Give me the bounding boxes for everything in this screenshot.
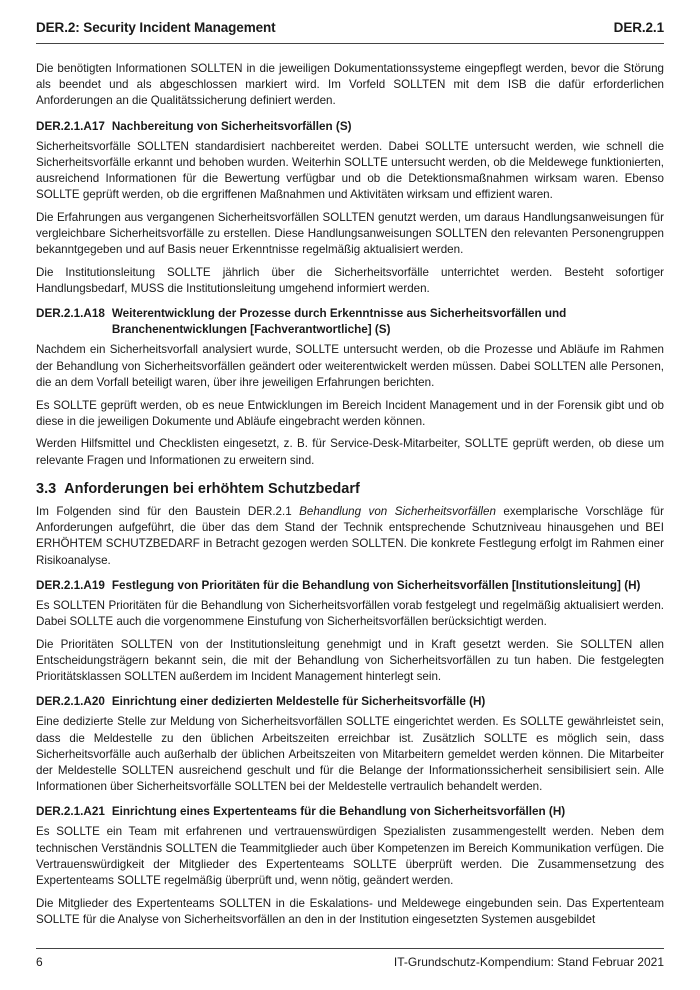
requirement-title: Weiterentwicklung der Prozesse durch Erkenntnisse aus Sicherheitsvorfällen und Branchenentwicklungen [Fachverantwortliche] (S) — [111, 307, 567, 337]
header-title: DER.2: Security Incident Management — [36, 20, 276, 35]
a18-paragraph-3: Werden Hilfsmittel und Checklisten eingesetzt, z. B. für Service-Desk-Mitarbeiter, SOLLTE geprüft werden, ob diese um relevante Fragen und Informationen zu erweitern sind. — [36, 437, 664, 467]
requirement-heading-a20 — [36, 694, 664, 710]
header-code: DER.2.1 — [613, 20, 664, 35]
requirement-number: DER.2.1.A17 — [36, 119, 105, 133]
page-header — [36, 20, 664, 35]
a20-paragraph-1: Eine dedizierte Stelle zur Meldung von Sicherheitsvorfällen SOLLTE eingerichtet werden. Es SOLLTE gewährleistet sein, dass die Meldestelle zu den üblichen Arbeitszeiten erreichbar ist. Zusätzlich SOLLTE es möglich sein, dass Sicherheitsvorfälle auch außerhalb der üblichen Arbeitszeiten von Mitarbeitern gemeldet werden können. Die Mitarbeiter der Meldestelle SOLLTEN ausreichend geschult und für die Belange der Informationssicherheit sensibilisiert sein. Alle Informationen über Sicherheitsvorfälle SOLLTEN bei der Meldestelle vertraulich behandelt werden. — [36, 715, 664, 794]
requirement-title: Einrichtung einer dedizierten Meldestelle für Sicherheitsvorfälle (H) — [111, 695, 486, 709]
requirement-heading-a19 — [36, 578, 664, 594]
footer-rule — [36, 948, 664, 949]
a17-paragraph-2: Die Erfahrungen aus vergangenen Sicherheitsvorfällen SOLLTEN genutzt werden, um daraus Handlungsanweisungen für vergleichbare Sicherheitsvorfälle zu erstellen. Diese Handlungsanweisungen SOLLTEN den relevanten Personengruppen bekanntgegeben und auf Basis neuer Erkenntnisse regelmäßig aktualisiert werden. — [36, 210, 664, 257]
a18-paragraph-1: Nachdem ein Sicherheitsvorfall analysiert wurde, SOLLTE untersucht werden, ob die Prozesse und Abläufe im Rahmen der Behandlung von Sicherheitsvorfällen geändert oder weiterentwickelt werden müssen. Dabei SOLLTEN alle Personen, die an dem Vorfall beteiligt waren, über ihre jeweiligen Erfahrungen berichten. — [36, 343, 664, 389]
a21-paragraph-2: Die Mitglieder des Expertenteams SOLLTEN in die Eskalations- und Meldewege eingebunden sein. Das Expertenteam SOLLTE für die Analyse von Sicherheitsvorfällen an den in der Institution eingesetzten Systemen ausgebildet — [36, 896, 664, 926]
section-3-3-paragraph — [36, 504, 664, 569]
page-number: 6 — [36, 955, 43, 969]
requirement-title: Nachbereitung von Sicherheitsvorfällen (S) — [111, 119, 352, 133]
a17-paragraph-3: Die Institutionsleitung SOLLTE jährlich über die Sicherheitsvorfälle unterrichtet werden. Besteht sofortiger Handlungsbedarf, MUSS die Institutionsleitung umgehend informiert werden. — [36, 266, 664, 296]
section-text-pre: Im Folgenden sind für den Baustein DER.2.1 — [36, 505, 300, 519]
requirement-number: DER.2.1.A20 — [36, 695, 105, 709]
header-rule — [36, 43, 664, 44]
a17-paragraph-1: Sicherheitsvorfälle SOLLTEN standardisiert nachbereitet werden. Dabei SOLLTE untersucht werden, wie schnell die Sicherheitsvorfälle erkannt und behoben wurden. Weiterhin SOLLTE untersucht werden, ob die Meldewege funktionierten, ausreichend Informationen für die Bewertung verfügbar und ob die Detektionsmaßnahmen wirksam waren. Ebenso SOLLTE geprüft werden, ob die ergriffenen Maßnahmen und Aktivitäten wirksam und effizient waren. — [36, 139, 664, 202]
requirement-heading-a17 — [36, 119, 664, 135]
a18-paragraph-2: Es SOLLTE geprüft werden, ob es neue Entwicklungen im Bereich Incident Management und in der Forensik gibt und ob diese in die jeweiligen Dokumente und Abläufe eingebracht werden können. — [36, 398, 664, 428]
section-number: 3.3 — [36, 480, 57, 497]
footer-source: IT-Grundschutz-Kompendium: Stand Februar 2021 — [393, 955, 664, 969]
document-body — [36, 61, 664, 935]
section-text-post: exemplarische Vorschläge für Anforderungen aufgeführt, die über das dem Stand der Technik entsprechende Schutzniveau hinausgehen und BEI ERHÖHTEM SCHUTZBEDARF in Betracht gezogen werden SOLLTEN. Die konkrete Festlegung erfolgt im Rahmen einer Risikoanalyse. — [36, 505, 664, 567]
module-title-italic: Behandlung von Sicherheitsvorfällen — [299, 505, 496, 519]
a21-paragraph-1: Es SOLLTE ein Team mit erfahrenen und vertrauenswürdigen Spezialisten zusammengestellt werden. Neben dem technischen Verständnis SOLLTEN die Teammitglieder auch über Kompetenzen im Bereich Kommunikation verfügen. Die Vertrauenswürdigkeit der Mitglieder des Expertenteams SOLLTE überprüft werden. Die Zusammensetzung des Expertenteams SOLLTE regelmäßig überprüft und, wenn nötig, geändert werden. — [36, 825, 664, 888]
page-footer — [36, 955, 664, 969]
intro-paragraph: Die benötigten Informationen SOLLTEN in die jeweiligen Dokumentationssysteme eingepflegt werden, bevor die Störung als beendet und als abgeschlossen markiert wird. Im Vorfeld SOLLTEN mit dem ISB die dafür erforderlichen Anforderungen an die Qualitätssicherung definiert werden. — [36, 62, 664, 108]
section-title: Anforderungen bei erhöhtem Schutzbedarf — [64, 480, 360, 497]
requirement-heading-a21 — [36, 804, 664, 820]
requirement-number: DER.2.1.A19 — [36, 578, 105, 592]
requirement-number: DER.2.1.A18 — [36, 307, 105, 321]
a19-paragraph-2: Die Prioritäten SOLLTEN von der Institutionsleitung genehmigt und in Kraft gesetzt werden. Sie SOLLTEN allen Entscheidungsträgern bekannt sein, die mit der Behandlung von Sicherheitsvorfällen zu tun haben. Die festgelegten Prioritätsklassen SOLLTEN außerdem im Incident Management hinterlegt sein. — [36, 637, 664, 684]
requirement-heading-a18 — [36, 306, 664, 338]
section-heading-3-3 — [36, 481, 664, 497]
requirement-title: Einrichtung eines Expertenteams für die Behandlung von Sicherheitsvorfällen (H) — [111, 805, 566, 819]
a19-paragraph-1: Es SOLLTEN Prioritäten für die Behandlung von Sicherheitsvorfällen vorab festgelegt und regelmäßig aktualisiert werden. Dabei SOLLTE auch die vorgenommene Einstufung von Sicherheitsvorfällen berücksichtigt werden. — [36, 598, 664, 629]
requirement-number: DER.2.1.A21 — [36, 805, 105, 819]
requirement-title: Festlegung von Prioritäten für die Behandlung von Sicherheitsvorfällen [Institutionsleitung] (H) — [111, 578, 641, 592]
document-page — [36, 0, 664, 990]
